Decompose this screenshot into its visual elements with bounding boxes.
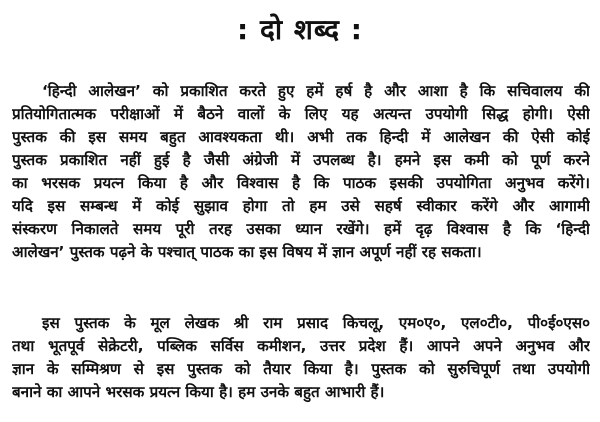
paragraph-line: संस्करण निकालते समय पूरी तरह उसका ध्यान रखेंगे। हमें दृढ़ विश्वास है कि ‘हिन्दी	[12, 220, 590, 238]
paragraph-1	[12, 80, 590, 264]
paragraph-line: पुस्तक प्रकाशित नहीं हुई है जैसी अंग्रेजी में उपलब्ध है। हमने इस कमी को पूर्ण करने	[12, 151, 590, 169]
paragraph-line: बनाने का आपने भरसक प्रयत्न किया है। हम उनके बहुत आभारी हैं।	[12, 383, 385, 401]
paragraph-line: आलेखन’ पुस्तक पढ़ने के पश्चात् पाठक का इस विषय में ज्ञान अपूर्ण नहीं रह सकता।	[12, 243, 482, 261]
paragraph-line: प्रतियोगितात्मक परीक्षाओं में बैठने वालों के लिए यह अत्यन्त उपयोगी सिद्ध होगी। ऐसी	[12, 105, 590, 123]
paragraph-line: का भरसक प्रयत्न किया है और विश्वास है कि पाठक इसकी उपयोगिता अनुभव करेंगे।	[12, 174, 590, 192]
paragraph-2	[12, 312, 590, 404]
page-title: : दो शब्द :	[237, 13, 363, 46]
paragraph-line: तथा भूतपूर्व सेक्रेटरी, पब्लिक सर्विस कमीशन, उत्तर प्रदेश हैं। आपने अपने अनुभव और	[12, 337, 590, 355]
paragraph-line: ज्ञान के सम्मिश्रण से इस पुस्तक को तैयार किया है। पुस्तक को सुरुचिपूर्ण तथा उपयोगी	[12, 360, 590, 378]
paragraph-line: ‘हिन्दी आलेखन’ को प्रकाशित करते हुए हमें हर्ष है और आशा है कि सचिवालय की	[42, 82, 590, 100]
paragraph-line: पुस्तक की इस समय बहुत आवश्यकता थी। अभी तक हिन्दी में आलेखन की ऐसी कोई	[12, 128, 590, 146]
paragraph-line: यदि इस सम्बन्ध में कोई सुझाव होगा तो हम उसे सहर्ष स्वीकार करेंगे और आगामी	[12, 197, 590, 215]
paragraph-line: इस पुस्तक के मूल लेखक श्री राम प्रसाद किचलू, एम०ए०, एल०टी०, पी०ई०एस०	[42, 314, 590, 332]
